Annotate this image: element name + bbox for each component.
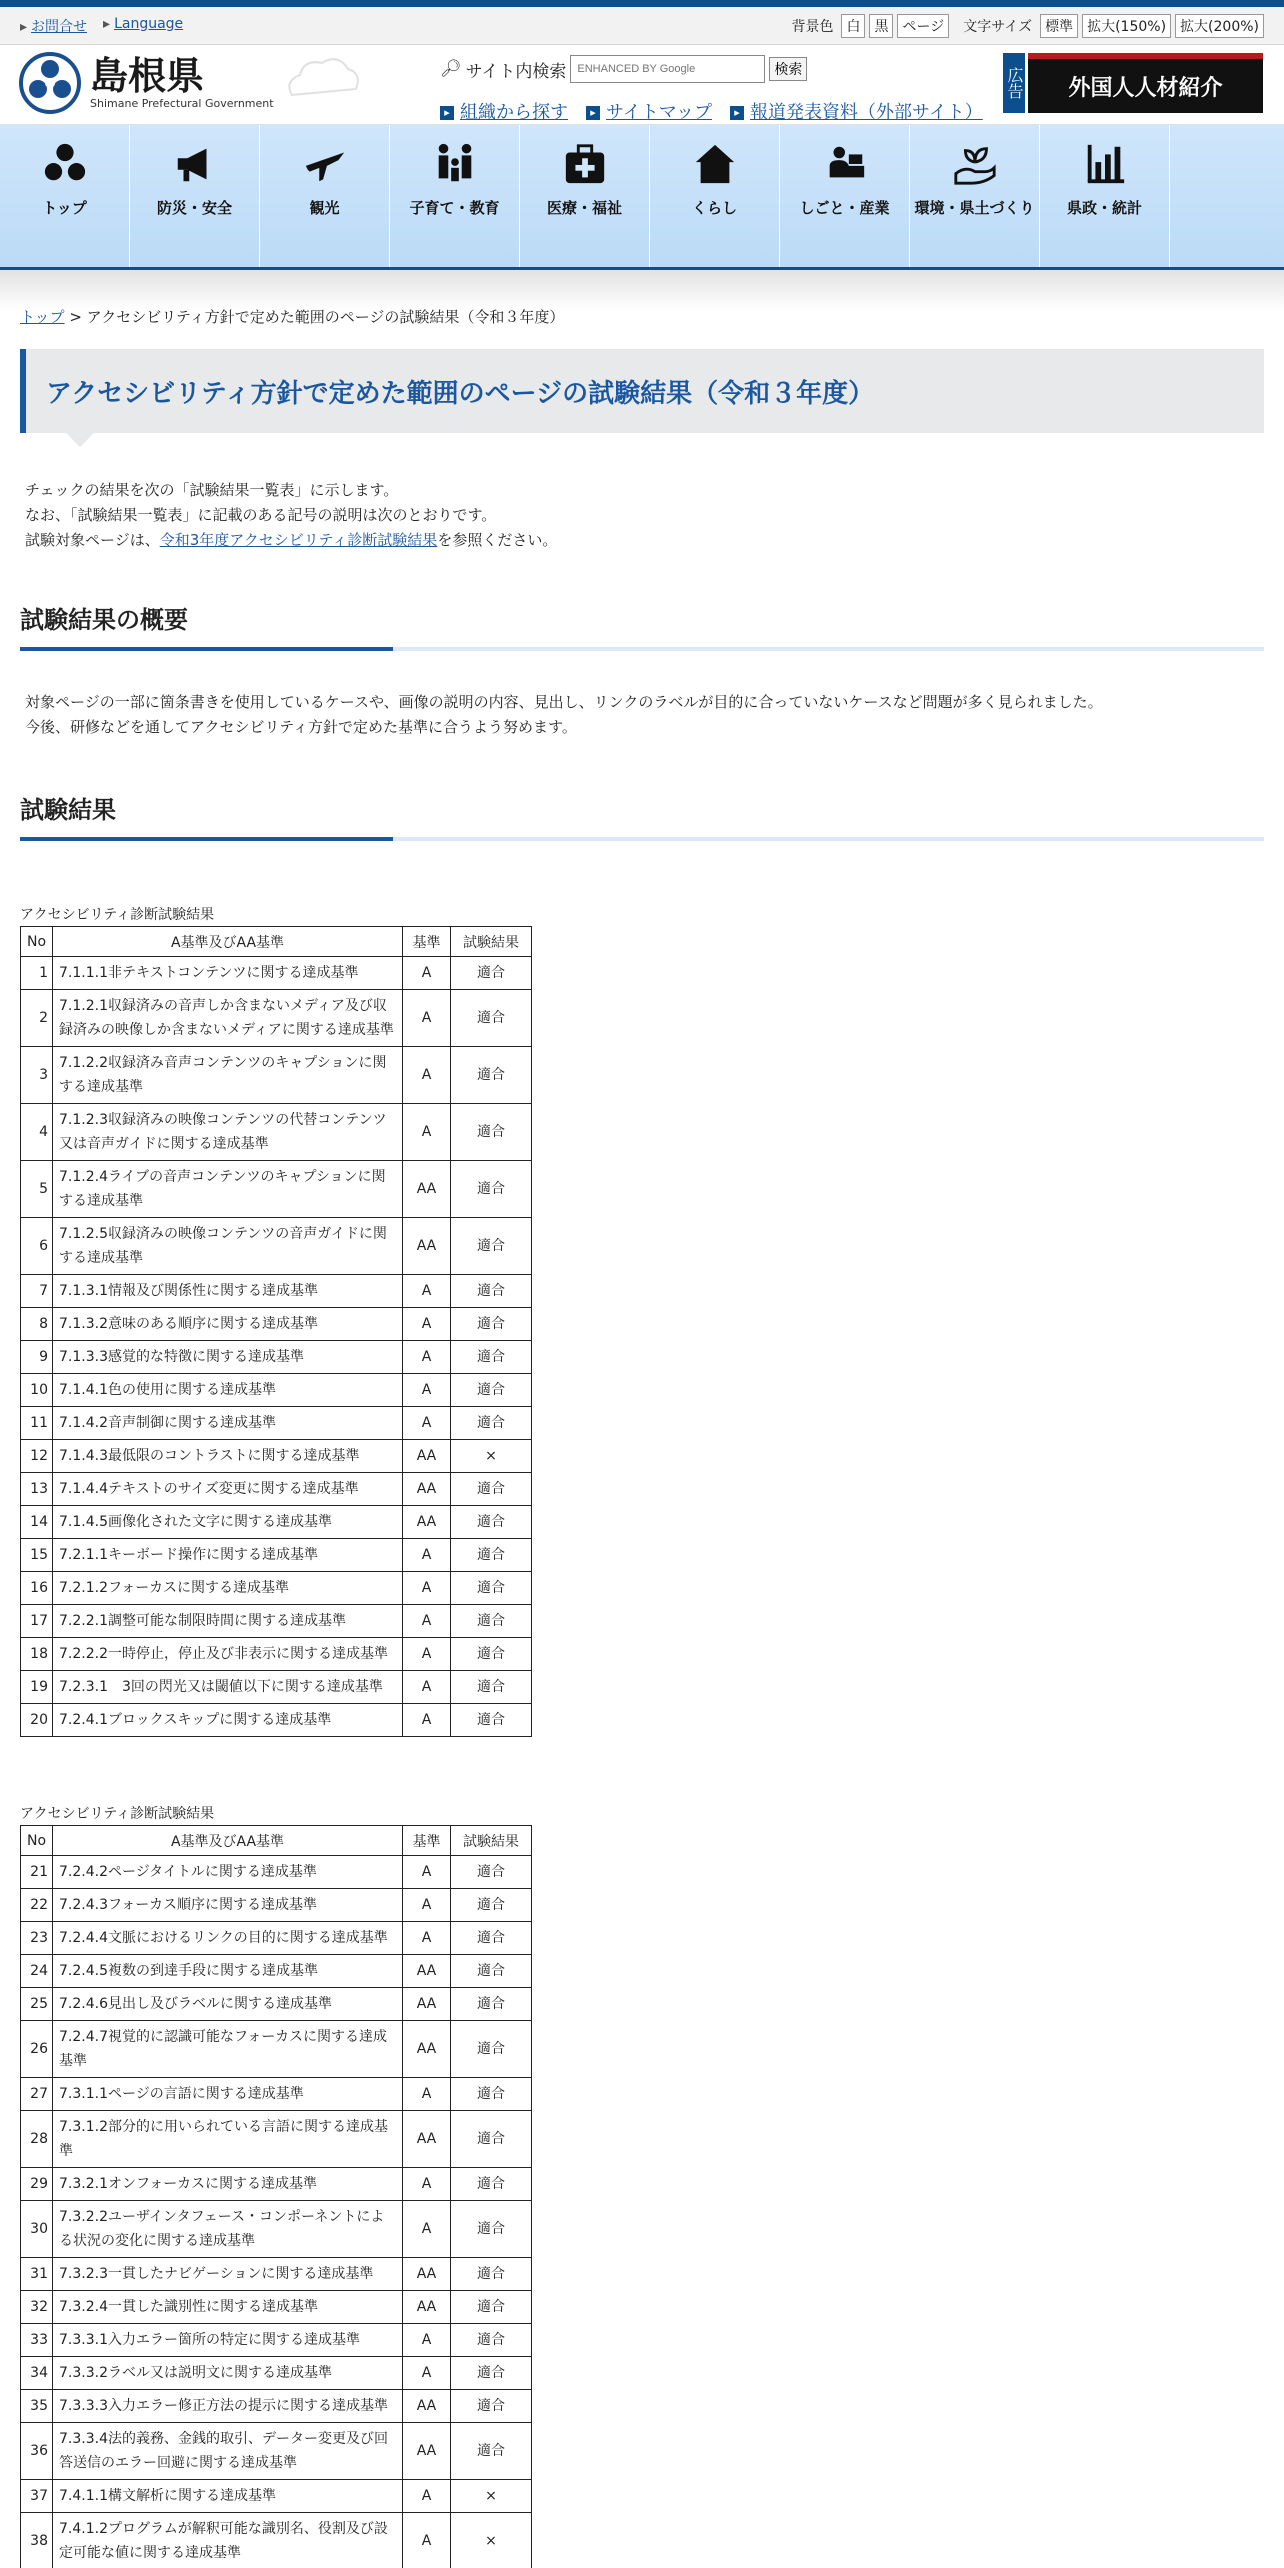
row-level: A xyxy=(403,2357,451,2390)
row-number: 22 xyxy=(21,1889,53,1922)
nav-medical[interactable] xyxy=(520,125,650,267)
global-nav xyxy=(0,125,1284,270)
row-level: A xyxy=(403,2168,451,2201)
table-row xyxy=(21,2111,532,2168)
family-icon xyxy=(432,141,478,187)
row-criterion: 7.2.1.1キーボード操作に関する達成基準 xyxy=(53,1539,403,1572)
row-result: × xyxy=(451,2513,532,2568)
row-criterion: 7.2.4.2ページタイトルに関する達成基準 xyxy=(53,1856,403,1889)
row-criterion: 7.1.4.2音声制御に関する達成基準 xyxy=(53,1407,403,1440)
summary-line: 今後、研修などを通してアクセシビリティ方針で定めた基準に合うよう努めます。 xyxy=(25,718,577,736)
row-number: 24 xyxy=(21,1955,53,1988)
row-number: 3 xyxy=(21,1047,53,1104)
row-number: 1 xyxy=(21,957,53,990)
row-criterion: 7.4.1.1構文解析に関する達成基準 xyxy=(53,2480,403,2513)
search-button[interactable]: 検索 xyxy=(769,57,807,81)
nav-label: 環境・県土づくり xyxy=(914,199,1035,217)
ad-tag: 広告 xyxy=(1003,53,1025,113)
row-level: A xyxy=(403,2201,451,2258)
row-result: 適合 xyxy=(451,1161,532,1218)
row-criterion: 7.3.1.2部分的に用いられている言語に関する達成基準 xyxy=(53,2111,403,2168)
nav-tourism[interactable] xyxy=(260,125,390,267)
search-icon: 🔎︎ xyxy=(440,59,462,79)
table-row xyxy=(21,2258,532,2291)
table-row xyxy=(21,2423,532,2480)
row-level: A xyxy=(403,1374,451,1407)
nav-label: トップ xyxy=(42,199,87,217)
nav-label: 観光 xyxy=(309,199,340,217)
row-criterion: 7.3.2.4一貫した識別性に関する達成基準 xyxy=(53,2291,403,2324)
row-criterion: 7.1.1.1非テキストコンテンツに関する達成基準 xyxy=(53,957,403,990)
row-level: AA xyxy=(403,2111,451,2168)
row-level: AA xyxy=(403,1473,451,1506)
row-level: A xyxy=(403,1047,451,1104)
col-level: 基準 xyxy=(403,1826,451,1856)
table-row xyxy=(21,1856,532,1889)
search-input[interactable] xyxy=(570,55,765,83)
medical-kit-icon xyxy=(562,141,608,187)
col-level: 基準 xyxy=(403,927,451,957)
nav-disaster[interactable] xyxy=(130,125,260,267)
row-criterion: 7.1.3.2意味のある順序に関する達成基準 xyxy=(53,1308,403,1341)
row-criterion: 7.3.3.4法的義務、金銭的取引、データー変更及び回答送信のエラー回避に関する達成基準 xyxy=(53,2423,403,2480)
table-row xyxy=(21,1605,532,1638)
nav-environment[interactable] xyxy=(910,125,1040,267)
font-normal-button[interactable]: 標準 xyxy=(1040,14,1078,38)
row-result: 適合 xyxy=(451,957,532,990)
table-row xyxy=(21,2513,532,2568)
bg-black-button[interactable]: 黒 xyxy=(869,14,893,38)
nav-childcare[interactable] xyxy=(390,125,520,267)
breadcrumb xyxy=(20,306,564,327)
nav-label: しごと・産業 xyxy=(799,199,890,217)
row-level: A xyxy=(403,990,451,1047)
logo-subtitle: Shimane Prefectural Government xyxy=(90,96,274,110)
row-number: 10 xyxy=(21,1374,53,1407)
row-number: 15 xyxy=(21,1539,53,1572)
breadcrumb-current: > アクセシビリティ方針で定めた範囲のページの試験結果（令和３年度） xyxy=(64,308,565,326)
row-result: 適合 xyxy=(451,1506,532,1539)
row-level: A xyxy=(403,1341,451,1374)
table-row xyxy=(21,1506,532,1539)
ad-banner[interactable]: 外国人人材紹介 xyxy=(1028,53,1263,113)
row-criterion: 7.2.4.1ブロックスキップに関する達成基準 xyxy=(53,1704,403,1737)
table-row xyxy=(21,1889,532,1922)
row-result: 適合 xyxy=(451,1889,532,1922)
row-level: A xyxy=(403,1275,451,1308)
top-accent-bar xyxy=(0,0,1284,7)
table-row xyxy=(21,2390,532,2423)
col-result: 試験結果 xyxy=(451,1826,532,1856)
nav-shadow xyxy=(0,270,1284,310)
nav-label: くらし xyxy=(691,199,737,217)
breadcrumb-home-link[interactable]: トップ xyxy=(20,308,65,326)
row-level: AA xyxy=(403,2258,451,2291)
nav-top[interactable] xyxy=(0,125,130,267)
row-level: AA xyxy=(403,1955,451,1988)
row-level: A xyxy=(403,2324,451,2357)
table-row xyxy=(21,1218,532,1275)
row-number: 29 xyxy=(21,2168,53,2201)
row-level: A xyxy=(403,1539,451,1572)
org-search-link[interactable]: ▸ 組織から探す xyxy=(440,98,568,124)
row-number: 36 xyxy=(21,2423,53,2480)
row-result: 適合 xyxy=(451,2357,532,2390)
table-row xyxy=(21,1341,532,1374)
row-number: 31 xyxy=(21,2258,53,2291)
row-number: 35 xyxy=(21,2390,53,2423)
row-number: 38 xyxy=(21,2513,53,2568)
bar-chart-icon xyxy=(1082,141,1128,187)
table-row xyxy=(21,1572,532,1605)
row-level: A xyxy=(403,1922,451,1955)
table-caption: アクセシビリティ診断試験結果 xyxy=(20,907,215,923)
table-row xyxy=(21,1308,532,1341)
row-number: 9 xyxy=(21,1341,53,1374)
prefecture-emblem-icon xyxy=(18,51,82,115)
row-number: 12 xyxy=(21,1440,53,1473)
row-level: A xyxy=(403,1671,451,1704)
nav-label: 子育て・教育 xyxy=(409,199,500,217)
row-level: A xyxy=(403,1889,451,1922)
row-result: 適合 xyxy=(451,1605,532,1638)
table-row xyxy=(21,1638,532,1671)
row-number: 8 xyxy=(21,1308,53,1341)
row-number: 28 xyxy=(21,2111,53,2168)
row-number: 17 xyxy=(21,1605,53,1638)
row-result: 適合 xyxy=(451,2168,532,2201)
table-row xyxy=(21,2021,532,2078)
table-row xyxy=(21,2291,532,2324)
cloud-decoration-icon xyxy=(282,51,362,115)
row-criterion: 7.1.2.3収録済みの映像コンテンツの代替コンテンツ又は音声ガイドに関する達成基準 xyxy=(53,1104,403,1161)
row-level: A xyxy=(403,1704,451,1737)
megaphone-icon xyxy=(172,141,218,187)
row-criterion: 7.3.2.2ユーザインタフェース・コンポーネントによる状況の変化に関する達成基準 xyxy=(53,2201,403,2258)
row-criterion: 7.2.4.6見出し及びラベルに関する達成基準 xyxy=(53,1988,403,2021)
search-label: サイト内検索 xyxy=(465,61,567,82)
house-icon xyxy=(692,141,738,187)
site-header xyxy=(0,45,1284,125)
row-level: AA xyxy=(403,1218,451,1275)
table-row xyxy=(21,1275,532,1308)
row-criterion: 7.2.3.1 3回の閃光又は閾値以下に関する達成基準 xyxy=(53,1671,403,1704)
row-level: A xyxy=(403,1572,451,1605)
row-criterion: 7.1.4.5画像化された文字に関する達成基準 xyxy=(53,1506,403,1539)
row-criterion: 7.2.1.2フォーカスに関する達成基準 xyxy=(53,1572,403,1605)
nav-government[interactable] xyxy=(1040,125,1170,267)
sitemap-link[interactable]: ▸ サイトマップ xyxy=(586,98,712,124)
intro-line: なお、「試験結果一覧表」に記載のある記号の説明は次のとおりです。 xyxy=(25,506,497,524)
row-criterion: 7.1.2.2収録済み音声コンテンツのキャプションに関する達成基準 xyxy=(53,1047,403,1104)
row-level: A xyxy=(403,2513,451,2568)
row-criterion: 7.2.2.1調整可能な制限時間に関する達成基準 xyxy=(53,1605,403,1638)
row-result: 適合 xyxy=(451,1704,532,1737)
row-result: 適合 xyxy=(451,1922,532,1955)
intro-text xyxy=(25,478,557,553)
row-result: 適合 xyxy=(451,1218,532,1275)
row-criterion: 7.1.2.4ライブの音声コンテンツのキャプションに関する達成基準 xyxy=(53,1161,403,1218)
row-number: 26 xyxy=(21,2021,53,2078)
row-result: 適合 xyxy=(451,2201,532,2258)
row-number: 7 xyxy=(21,1275,53,1308)
row-result: 適合 xyxy=(451,1539,532,1572)
row-result: 適合 xyxy=(451,2021,532,2078)
col-criterion: A基準及びAA基準 xyxy=(53,927,403,957)
row-level: A xyxy=(403,957,451,990)
summary-line: 対象ページの一部に箇条書きを使用しているケースや、画像の説明の内容、見出し、リンクのラベルが目的に合っていないケースなど問題が多く見られました。 xyxy=(25,693,1103,711)
table-row xyxy=(21,957,532,990)
table-row xyxy=(21,1539,532,1572)
nav-work[interactable] xyxy=(780,125,910,267)
row-level: AA xyxy=(403,2423,451,2480)
results-table-1 xyxy=(20,904,532,1737)
results-table-2 xyxy=(20,1803,532,2568)
row-result: 適合 xyxy=(451,1341,532,1374)
table-row xyxy=(21,1374,532,1407)
table-row xyxy=(21,2357,532,2390)
row-level: A xyxy=(403,1856,451,1889)
contact-link[interactable]: ▸ お問合せ xyxy=(20,16,87,36)
row-criterion: 7.2.4.3フォーカス順序に関する達成基準 xyxy=(53,1889,403,1922)
row-number: 27 xyxy=(21,2078,53,2111)
row-level: AA xyxy=(403,1161,451,1218)
row-criterion: 7.2.4.7視覚的に認識可能なフォーカスに関する達成基準 xyxy=(53,2021,403,2078)
table-header-row xyxy=(21,1826,532,1856)
row-level: AA xyxy=(403,1440,451,1473)
summary-heading: 試験結果の概要 xyxy=(20,600,1264,651)
table-row xyxy=(21,2480,532,2513)
font-150-button[interactable]: 拡大(150%) xyxy=(1082,14,1171,38)
row-level: AA xyxy=(403,2390,451,2423)
row-criterion: 7.1.4.1色の使用に関する達成基準 xyxy=(53,1374,403,1407)
row-criterion: 7.3.3.1入力エラー箇所の特定に関する達成基準 xyxy=(53,2324,403,2357)
hand-plant-icon xyxy=(952,141,998,187)
row-result: 適合 xyxy=(451,1955,532,1988)
table-row xyxy=(21,1407,532,1440)
airplane-icon xyxy=(302,141,348,187)
press-release-link[interactable]: ▸ 報道発表資料（外部サイト） xyxy=(730,98,983,124)
row-number: 33 xyxy=(21,2324,53,2357)
row-number: 13 xyxy=(21,1473,53,1506)
bg-white-button[interactable]: 白 xyxy=(841,14,865,38)
row-result: 適合 xyxy=(451,2111,532,2168)
row-result: 適合 xyxy=(451,1856,532,1889)
table-caption: アクセシビリティ診断試験結果 xyxy=(20,1806,215,1822)
row-level: A xyxy=(403,1104,451,1161)
font-size-label: 文字サイズ xyxy=(963,18,1033,35)
results-table xyxy=(20,1825,532,2568)
row-level: A xyxy=(403,1407,451,1440)
row-criterion: 7.3.3.2ラベル又は説明文に関する達成基準 xyxy=(53,2357,403,2390)
row-number: 18 xyxy=(21,1638,53,1671)
table-row xyxy=(21,2201,532,2258)
row-result: 適合 xyxy=(451,2324,532,2357)
row-number: 23 xyxy=(21,1922,53,1955)
row-result: 適合 xyxy=(451,1988,532,2021)
font-200-button[interactable]: 拡大(200%) xyxy=(1175,14,1264,38)
emblem-icon xyxy=(42,141,88,187)
row-result: 適合 xyxy=(451,1374,532,1407)
row-result: 適合 xyxy=(451,1047,532,1104)
table-row xyxy=(21,1047,532,1104)
row-result: 適合 xyxy=(451,1308,532,1341)
table-row xyxy=(21,1704,532,1737)
row-number: 20 xyxy=(21,1704,53,1737)
row-number: 32 xyxy=(21,2291,53,2324)
row-number: 6 xyxy=(21,1218,53,1275)
row-criterion: 7.1.2.1収録済みの音声しか含まないメディア及び収録済みの映像しか含まないメディアに関する達成基準 xyxy=(53,990,403,1047)
row-level: A xyxy=(403,1638,451,1671)
row-criterion: 7.1.4.3最低限のコントラストに関する達成基準 xyxy=(53,1440,403,1473)
row-criterion: 7.3.2.1オンフォーカスに関する達成基準 xyxy=(53,2168,403,2201)
row-result: 適合 xyxy=(451,1572,532,1605)
col-no: No xyxy=(21,1826,53,1856)
row-number: 19 xyxy=(21,1671,53,1704)
row-result: 適合 xyxy=(451,2423,532,2480)
row-criterion: 7.4.1.2プログラムが解釈可能な識別名、役割及び設定可能な値に関する達成基準 xyxy=(53,2513,403,2568)
table-header-row xyxy=(21,927,532,957)
worker-icon xyxy=(822,141,868,187)
row-criterion: 7.3.3.3入力エラー修正方法の提示に関する達成基準 xyxy=(53,2390,403,2423)
nav-living[interactable] xyxy=(650,125,780,267)
site-logo[interactable] xyxy=(18,51,362,115)
nav-label: 医療・福祉 xyxy=(546,199,622,217)
table-row xyxy=(21,990,532,1047)
row-level: AA xyxy=(403,2291,451,2324)
row-result: 適合 xyxy=(451,2390,532,2423)
row-result: 適合 xyxy=(451,2258,532,2291)
col-result: 試験結果 xyxy=(451,927,532,957)
row-criterion: 7.1.3.1情報及び関係性に関する達成基準 xyxy=(53,1275,403,1308)
row-result: 適合 xyxy=(451,1275,532,1308)
row-result: 適合 xyxy=(451,1473,532,1506)
table-row xyxy=(21,1988,532,2021)
results-heading: 試験結果 xyxy=(20,790,1264,841)
site-search xyxy=(440,55,807,83)
row-level: AA xyxy=(403,1506,451,1539)
utility-bar xyxy=(0,7,1284,45)
row-criterion: 7.2.4.4文脈におけるリンクの目的に関する達成基準 xyxy=(53,1922,403,1955)
table-row xyxy=(21,1161,532,1218)
row-result: 適合 xyxy=(451,2078,532,2111)
table-row xyxy=(21,1473,532,1506)
row-criterion: 7.3.1.1ページの言語に関する達成基準 xyxy=(53,2078,403,2111)
row-number: 4 xyxy=(21,1104,53,1161)
table-row xyxy=(21,2078,532,2111)
intro-line: チェックの結果を次の「試験結果一覧表」に示します。 xyxy=(25,481,399,499)
row-level: AA xyxy=(403,1988,451,2021)
col-criterion: A基準及びAA基準 xyxy=(53,1826,403,1856)
table-row xyxy=(21,1955,532,1988)
row-level: AA xyxy=(403,2021,451,2078)
row-result: 適合 xyxy=(451,1407,532,1440)
row-result: 適合 xyxy=(451,1671,532,1704)
row-number: 5 xyxy=(21,1161,53,1218)
table-row xyxy=(21,1922,532,1955)
table-row xyxy=(21,1671,532,1704)
row-criterion: 7.1.3.3感覚的な特徴に関する達成基準 xyxy=(53,1341,403,1374)
nav-label: 防災・安全 xyxy=(156,199,232,217)
row-number: 14 xyxy=(21,1506,53,1539)
results-table xyxy=(20,926,532,1737)
row-number: 16 xyxy=(21,1572,53,1605)
table-row xyxy=(21,2324,532,2357)
nav-label: 県政・統計 xyxy=(1066,199,1142,217)
row-level: A xyxy=(403,2078,451,2111)
row-number: 37 xyxy=(21,2480,53,2513)
row-number: 11 xyxy=(21,1407,53,1440)
row-number: 21 xyxy=(21,1856,53,1889)
row-number: 2 xyxy=(21,990,53,1047)
language-link[interactable]: ▸ Language xyxy=(103,16,183,36)
header-links xyxy=(440,98,983,124)
row-level: A xyxy=(403,1308,451,1341)
row-criterion: 7.1.2.5収録済みの映像コンテンツの音声ガイドに関する達成基準 xyxy=(53,1218,403,1275)
row-number: 30 xyxy=(21,2201,53,2258)
row-criterion: 7.2.4.5複数の到達手段に関する達成基準 xyxy=(53,1955,403,1988)
row-result: 適合 xyxy=(451,1638,532,1671)
row-criterion: 7.2.2.2一時停止，停止及び非表示に関する達成基準 xyxy=(53,1638,403,1671)
row-result: × xyxy=(451,2480,532,2513)
row-number: 34 xyxy=(21,2357,53,2390)
row-result: × xyxy=(451,1440,532,1473)
col-no: No xyxy=(21,927,53,957)
bg-color-label: 背景色 xyxy=(791,18,834,35)
row-level: A xyxy=(403,1605,451,1638)
intro-line: 試験対象ページは、令和3年度アクセシビリティ診断試験結果を参照ください。 xyxy=(25,531,558,549)
page-title: アクセシビリティ方針で定めた範囲のページの試験結果（令和３年度） xyxy=(20,349,1264,433)
logo-name: 島根県 xyxy=(90,52,205,98)
test-results-link[interactable]: 令和3年度アクセシビリティ診断試験結果 xyxy=(159,531,438,549)
row-level: A xyxy=(403,2480,451,2513)
row-result: 適合 xyxy=(451,990,532,1047)
summary-text xyxy=(25,690,1103,740)
row-number: 25 xyxy=(21,1988,53,2021)
row-result: 適合 xyxy=(451,2291,532,2324)
row-criterion: 7.1.4.4テキストのサイズ変更に関する達成基準 xyxy=(53,1473,403,1506)
table-row xyxy=(21,2168,532,2201)
row-criterion: 7.3.2.3一貫したナビゲーションに関する達成基準 xyxy=(53,2258,403,2291)
bg-page-button[interactable]: ページ xyxy=(897,14,949,38)
table-row xyxy=(21,1440,532,1473)
table-row xyxy=(21,1104,532,1161)
row-result: 適合 xyxy=(451,1104,532,1161)
